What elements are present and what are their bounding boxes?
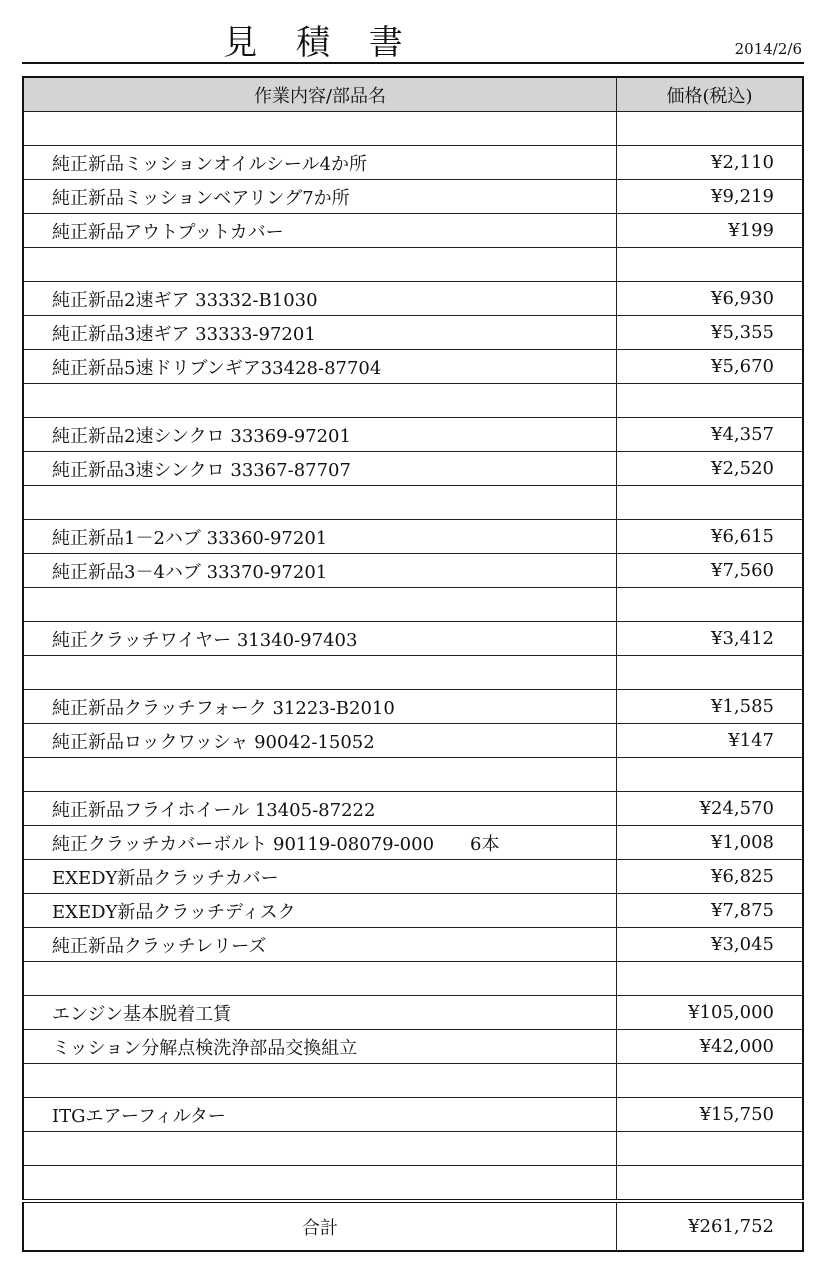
row-item-name (23, 1166, 617, 1202)
row-price: ¥1,585 (617, 690, 803, 724)
title-underline (22, 62, 804, 64)
row-price (617, 486, 803, 520)
row-item-name (23, 656, 617, 690)
row-item-name (23, 418, 617, 452)
table-row (23, 758, 803, 792)
row-item-name (23, 248, 617, 282)
row-price: ¥5,355 (617, 316, 803, 350)
row-item-name (23, 520, 617, 554)
row-price (617, 758, 803, 792)
row-price: ¥3,045 (617, 928, 803, 962)
row-item-name (23, 112, 617, 146)
row-item-text: 純正クラッチワイヤー 31340-97403 (52, 629, 358, 651)
table-row (23, 588, 803, 622)
row-item-name (23, 486, 617, 520)
table-row (23, 724, 803, 758)
table-row (23, 248, 803, 282)
table-row (23, 384, 803, 418)
row-item-text: 純正新品3－4ハブ 33370-97201 (52, 561, 328, 583)
table-header-row (23, 77, 803, 112)
row-item-text: ミッション分解点検洗浄部品交換組立 (52, 1037, 358, 1059)
row-item-name (23, 1064, 617, 1098)
row-price: ¥4,357 (617, 418, 803, 452)
row-item-name (23, 894, 617, 928)
row-price (617, 1064, 803, 1098)
row-price: ¥199 (617, 214, 803, 248)
table-row (23, 656, 803, 690)
row-item-text: 純正新品ミッションベアリング7か所 (52, 187, 350, 209)
row-price: ¥7,560 (617, 554, 803, 588)
row-price: ¥1,008 (617, 826, 803, 860)
row-item-name (23, 724, 617, 758)
row-price: ¥15,750 (617, 1098, 803, 1132)
document-date: 2014/2/6 (734, 40, 802, 58)
row-price (617, 962, 803, 996)
row-price: ¥9,219 (617, 180, 803, 214)
price-column-header: 価格(税込) (617, 77, 803, 112)
row-item-text: 純正新品フライホイール 13405-87222 (52, 799, 376, 821)
row-item-name (23, 316, 617, 350)
table-row (23, 860, 803, 894)
row-item-name (23, 758, 617, 792)
table-row (23, 146, 803, 180)
row-price: ¥3,412 (617, 622, 803, 656)
table-row (23, 1132, 803, 1166)
table-row (23, 622, 803, 656)
row-price: ¥7,875 (617, 894, 803, 928)
table-row (23, 452, 803, 486)
row-item-name (23, 860, 617, 894)
row-item-name (23, 452, 617, 486)
row-price: ¥5,670 (617, 350, 803, 384)
document-title: 見 積 書 (223, 23, 417, 63)
row-item-text: エンジン基本脱着工賃 (52, 1003, 232, 1025)
row-item-name (23, 588, 617, 622)
row-price (617, 1132, 803, 1166)
row-item-name (23, 350, 617, 384)
row-item-text: 純正新品3速ギア 33333-97201 (52, 323, 316, 345)
table-row (23, 792, 803, 826)
table-row (23, 1030, 803, 1064)
row-item-text: EXEDY新品クラッチカバー (52, 867, 279, 889)
table-row (23, 1064, 803, 1098)
row-item-text: 純正クラッチカバーボルト 90119-08079-000 (52, 833, 435, 855)
row-item-name (23, 384, 617, 418)
row-item-text: 純正新品2速シンクロ 33369-97201 (52, 425, 351, 447)
table-row (23, 996, 803, 1030)
row-item-name (23, 622, 617, 656)
row-item-text: 純正新品2速ギア 33332-B1030 (52, 289, 318, 311)
row-item-name (23, 214, 617, 248)
row-price (617, 656, 803, 690)
table-row (23, 316, 803, 350)
row-item-text: 純正新品ミッションオイルシール4か所 (52, 153, 368, 175)
row-item-name (23, 826, 617, 860)
row-item-quantity: 6本 (470, 833, 500, 855)
table-row (23, 962, 803, 996)
table-body (23, 112, 803, 1202)
row-price (617, 384, 803, 418)
row-item-name (23, 690, 617, 724)
row-item-text: 純正新品1－2ハブ 33360-97201 (52, 527, 328, 549)
row-item-text: 純正新品クラッチレリーズ (52, 935, 267, 957)
table-row (23, 486, 803, 520)
row-price: ¥2,110 (617, 146, 803, 180)
table-row (23, 180, 803, 214)
row-item-name (23, 792, 617, 826)
table-row (23, 282, 803, 316)
row-price: ¥6,825 (617, 860, 803, 894)
table-row (23, 112, 803, 146)
row-price: ¥105,000 (617, 996, 803, 1030)
table-row (23, 520, 803, 554)
row-item-text: 純正新品ロックワッシャ 90042-15052 (52, 731, 375, 753)
table-row (23, 214, 803, 248)
estimate-table (22, 76, 804, 1252)
row-price (617, 1166, 803, 1202)
table-row (23, 554, 803, 588)
table-row (23, 350, 803, 384)
row-price: ¥24,570 (617, 792, 803, 826)
row-price (617, 588, 803, 622)
row-item-text: EXEDY新品クラッチディスク (52, 901, 296, 923)
table-row (23, 690, 803, 724)
row-item-name (23, 1030, 617, 1064)
row-item-name (23, 996, 617, 1030)
table-row (23, 1098, 803, 1132)
row-price: ¥2,520 (617, 452, 803, 486)
row-item-name (23, 962, 617, 996)
row-item-text: 純正新品クラッチフォーク 31223-B2010 (52, 697, 395, 719)
row-item-name (23, 1132, 617, 1166)
row-price (617, 112, 803, 146)
row-price: ¥42,000 (617, 1030, 803, 1064)
total-price: ¥261,752 (617, 1201, 803, 1251)
table-row (23, 1166, 803, 1202)
table-row (23, 826, 803, 860)
row-item-text: 純正新品5速ドリブンギア33428-87704 (52, 357, 382, 379)
row-item-name (23, 1098, 617, 1132)
row-item-text: 純正新品3速シンクロ 33367-87707 (52, 459, 351, 481)
row-item-name (23, 928, 617, 962)
row-price (617, 248, 803, 282)
row-price: ¥6,615 (617, 520, 803, 554)
total-row (23, 1201, 803, 1251)
table-row (23, 418, 803, 452)
row-price: ¥147 (617, 724, 803, 758)
table-row (23, 928, 803, 962)
row-item-name (23, 554, 617, 588)
item-column-header: 作業内容/部品名 (23, 77, 617, 112)
row-item-name (23, 282, 617, 316)
row-item-text: ITGエアーフィルター (52, 1105, 226, 1127)
row-item-text: 純正新品アウトプットカバー (52, 221, 284, 243)
row-item-name (23, 146, 617, 180)
table-row (23, 894, 803, 928)
row-price: ¥6,930 (617, 282, 803, 316)
total-label: 合計 (23, 1201, 617, 1251)
row-item-name (23, 180, 617, 214)
